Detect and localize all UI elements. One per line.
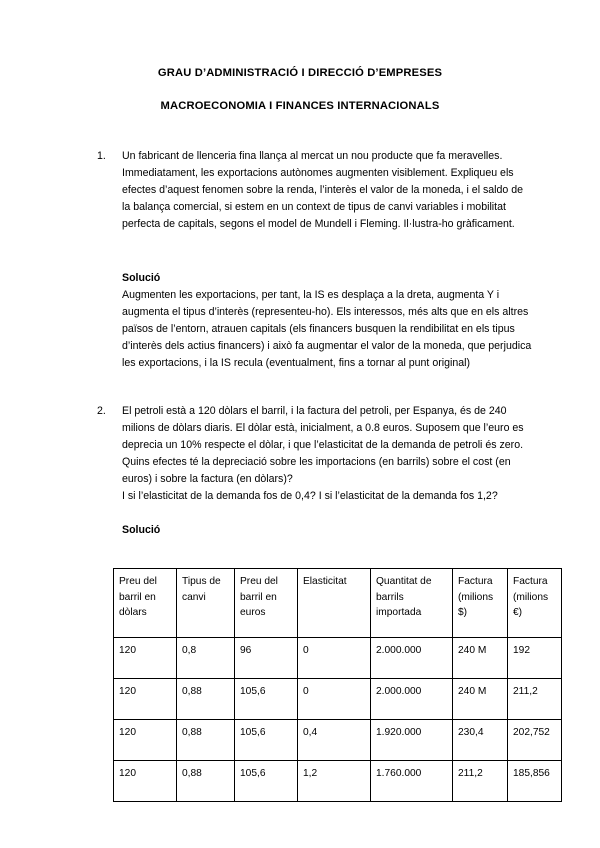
question-item — [97, 148, 531, 233]
oil-calculation-table-wrapper — [113, 568, 550, 802]
cell-price-usd: 120 — [114, 679, 177, 720]
cell-elasticity: 0 — [298, 638, 371, 679]
column-header-bill-usd: Factura (milions $) — [453, 569, 508, 638]
cell-exchange-rate: 0,88 — [177, 720, 235, 761]
cell-bill-eur: 185,856 — [508, 761, 562, 802]
question-number: 1. — [97, 150, 106, 162]
cell-bill-usd: 240 M — [453, 679, 508, 720]
document-title-degree: GRAU D’ADMINISTRACIÓ I DIRECCIÓ D’EMPRESES — [157, 67, 443, 79]
column-header-bill-eur: Factura (milions €) — [508, 569, 562, 638]
question-text-followup: I si l’elasticitat de la demanda fos de 0,4? I si l’elasticitat de la demanda fos 1,2? — [122, 490, 498, 503]
cell-bill-usd: 240 M — [453, 638, 508, 679]
solution-block — [122, 522, 532, 539]
cell-bill-usd: 211,2 — [453, 761, 508, 802]
cell-bill-eur: 192 — [508, 638, 562, 679]
question-number: 2. — [97, 405, 106, 417]
column-header-quantity: Quantitat de barrils importada — [371, 569, 453, 638]
cell-elasticity: 1,2 — [298, 761, 371, 802]
table-row — [114, 679, 562, 720]
table-header-row — [114, 569, 562, 638]
cell-quantity: 1.920.000 — [371, 720, 453, 761]
cell-elasticity: 0,4 — [298, 720, 371, 761]
cell-price-eur: 105,6 — [235, 679, 298, 720]
column-header-exchange-rate: Tipus de canvi — [177, 569, 235, 638]
question-body — [122, 148, 531, 233]
table-row — [114, 761, 562, 802]
question-text: Un fabricant de llenceria fina llança al mercat un nou producte que fa meravelles. Immediatament, les exportacions autònomes augmenten visiblement. Expliqueu els efectes d’aquest fenomen sobre la renda, l’interès el valor de la moneda, i el saldo de la balança comercial, si estem en un context de tipus de canvi variables i mobilitat perfecta de capitals, segons el model de Mundell i Fleming. Il·lustra-ho gràficament. — [122, 150, 524, 231]
question-item — [97, 403, 531, 506]
document-title-subject: MACROECONOMIA I FINANCES INTERNACIONALS — [160, 100, 440, 112]
cell-quantity: 2.000.000 — [371, 679, 453, 720]
table-row — [114, 720, 562, 761]
solution-heading: Solució — [122, 272, 161, 284]
solution-text: Augmenten les exportacions, per tant, la IS es desplaça a la dreta, augmenta Y i augmenta el tipus d’interès (representeu-ho). Els interessos, més alts que en els altres països de l’entorn, atrauen capitals (els financers busquen la rendibilitat en els tipus d’interès dels actius financers) i això fa augmentar el valor de la moneda, que perjudica les exportacions, i la IS recula (eventualment, fins a tornar al punt original) — [122, 289, 532, 370]
cell-bill-usd: 230,4 — [453, 720, 508, 761]
cell-exchange-rate: 0,8 — [177, 638, 235, 679]
cell-price-eur: 96 — [235, 638, 298, 679]
table-row — [114, 638, 562, 679]
cell-bill-eur: 202,752 — [508, 720, 562, 761]
cell-quantity: 1.760.000 — [371, 761, 453, 802]
cell-price-usd: 120 — [114, 720, 177, 761]
solution-block — [122, 270, 532, 373]
question-text: El petroli està a 120 dòlars el barril, i la factura del petroli, per Espanya, és de 240 milions de dòlars diaris. El dòlar està, inicialment, a 0.8 euros. Suposem que l’euro es deprecia un 10% respecte el dòlar, i que l’elasticitat de la demanda de petroli és zero. Quins efectes té la depreciació sobre les importacions (en barrils) sobre el cost (en euros) i sobre la factura (en dòlars)? — [122, 405, 524, 486]
solution-heading: Solució — [122, 524, 161, 536]
cell-price-usd: 120 — [114, 761, 177, 802]
cell-elasticity: 0 — [298, 679, 371, 720]
oil-calculation-table — [113, 568, 562, 802]
cell-exchange-rate: 0,88 — [177, 761, 235, 802]
cell-bill-eur: 211,2 — [508, 679, 562, 720]
column-header-elasticity: Elasticitat — [298, 569, 371, 638]
question-body — [122, 403, 531, 506]
column-header-price-eur: Preu del barril en euros — [235, 569, 298, 638]
cell-quantity: 2.000.000 — [371, 638, 453, 679]
cell-price-eur: 105,6 — [235, 720, 298, 761]
column-header-price-usd: Preu del barril en dòlars — [114, 569, 177, 638]
cell-price-usd: 120 — [114, 638, 177, 679]
cell-price-eur: 105,6 — [235, 761, 298, 802]
cell-exchange-rate: 0,88 — [177, 679, 235, 720]
